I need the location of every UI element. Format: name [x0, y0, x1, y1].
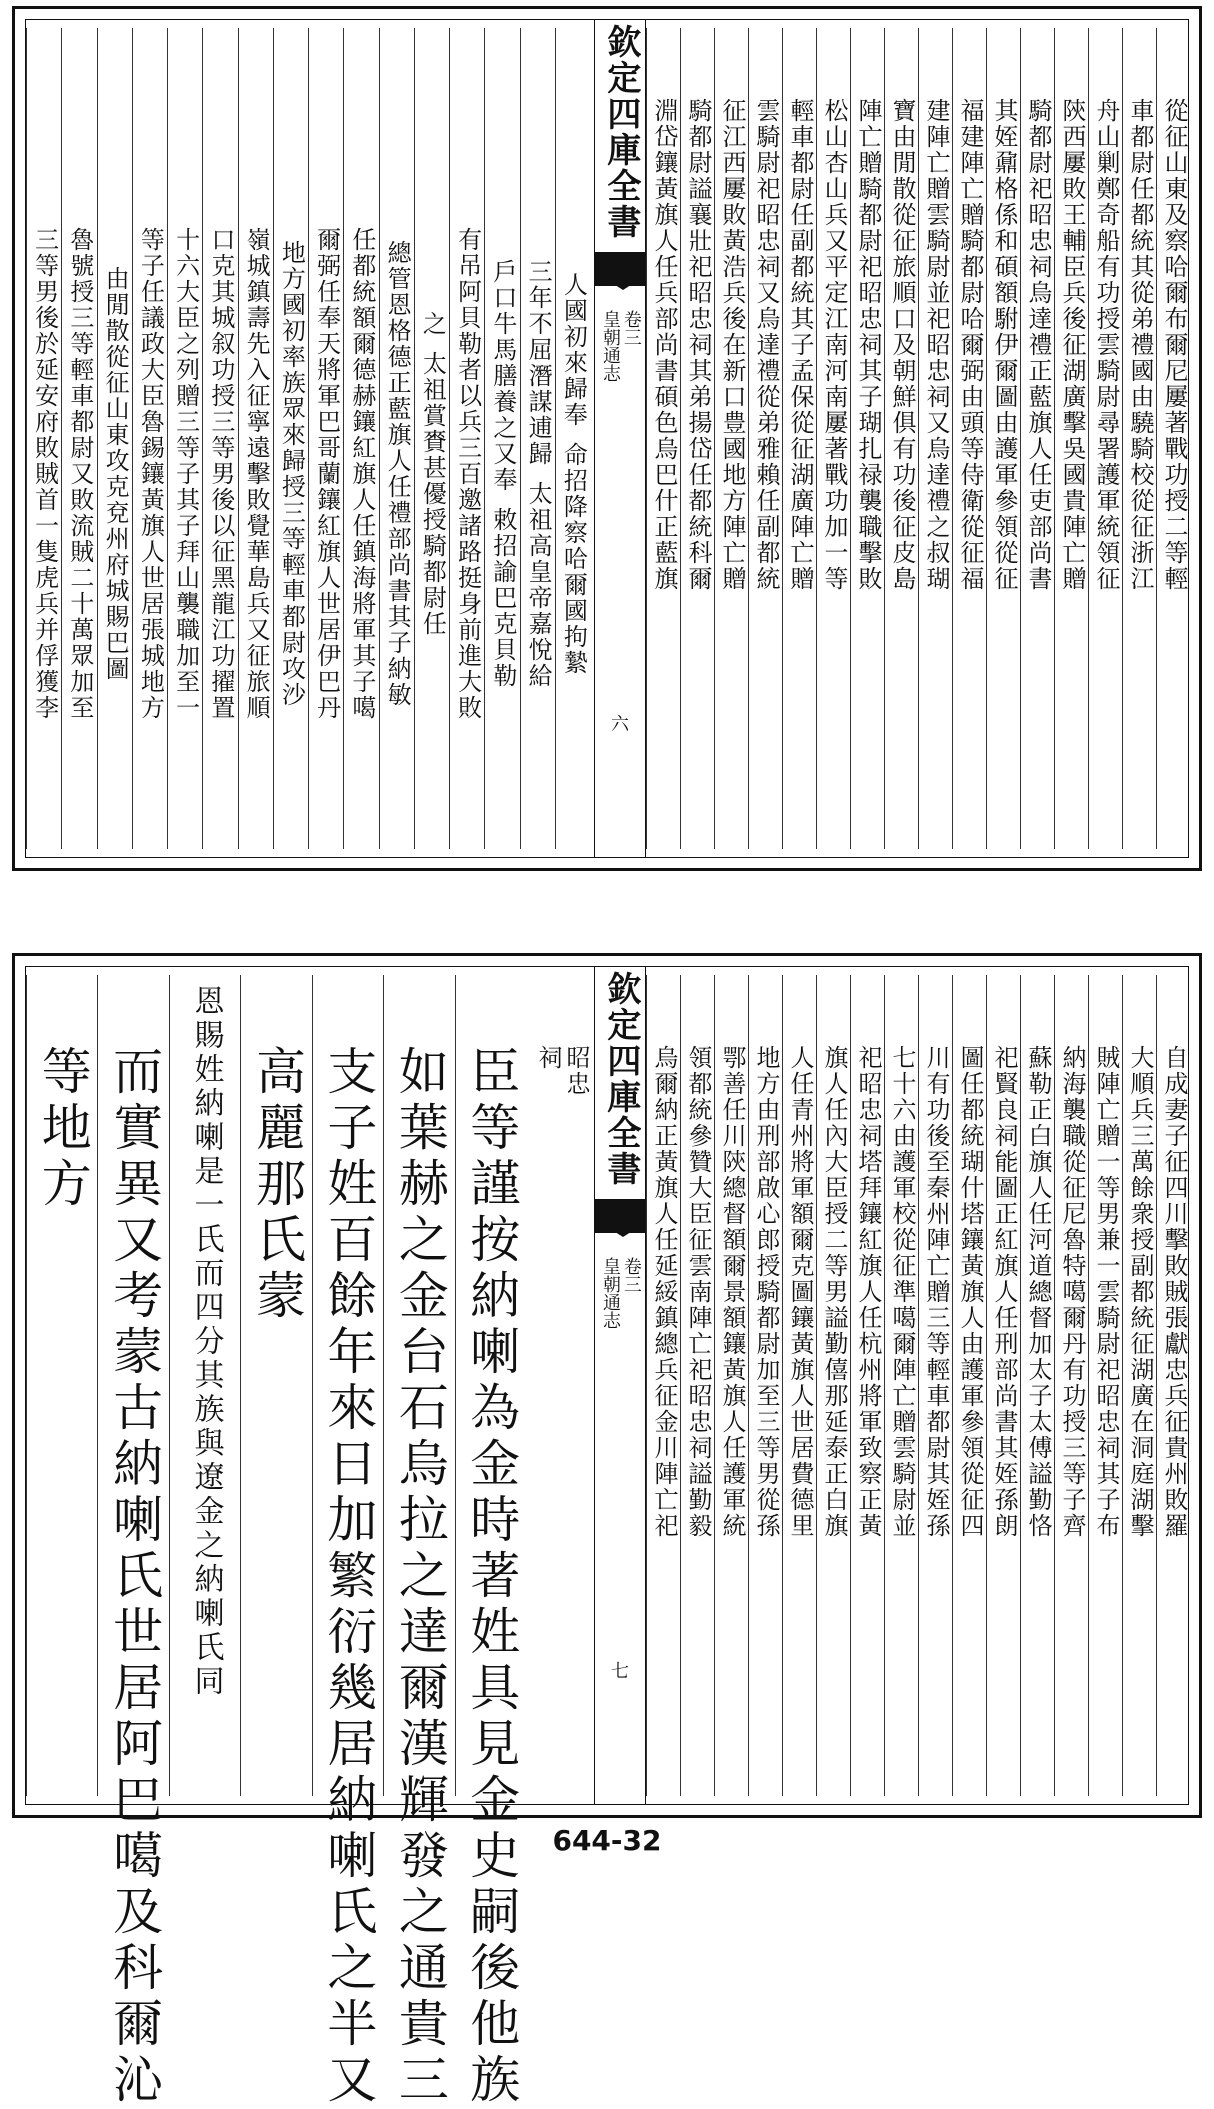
top-book-title: 皇朝通志 [600, 310, 621, 382]
top-left-column [202, 28, 238, 849]
top-left-column [26, 28, 62, 849]
top-right-column-text: 建陣亡贈雲騎尉並祀昭忠祠又烏達禮之叔瑚 [922, 98, 950, 592]
bottom-book-title: 皇朝通志 [600, 1257, 621, 1329]
top-left-column [414, 28, 450, 849]
bottom-left-column [240, 975, 312, 1796]
bottom-left-column [97, 975, 169, 2109]
top-right-column-text: 騎都尉祀昭忠祠烏達禮正藍旗人任吏部尚書 [1024, 98, 1052, 592]
top-right-column-text: 騎都尉謚襄壯祀昭忠祠其弟揚岱任都統科爾 [684, 98, 712, 592]
top-left-column [449, 28, 485, 849]
top-left-column-text: 魯號授三等輕車都尉又敗流賊二十萬眾加至 [65, 226, 94, 721]
bottom-left-column-text: 恩賜姓納喇是一氏而四分其族與遼金之納喇氏同 [188, 985, 224, 1699]
bottom-right-column [680, 975, 715, 1796]
top-left-column [238, 28, 274, 849]
bottom-right-column-text: 自成妻子征四川擊敗賊張獻忠兵征貴州敗羅 [1160, 1045, 1188, 1539]
bottom-left-column [455, 975, 527, 2109]
top-right-column-text: 福建陣亡贈騎都尉哈爾弼由頭等侍衛從征福 [956, 98, 984, 592]
top-left-column [97, 28, 133, 849]
bottom-right-column-text: 地方由刑部啟心郎授騎都尉加至三等男從孫 [752, 1045, 780, 1539]
bottom-right-column-text: 大順兵三萬餘衆授副都統征湖廣在洞庭湖擊 [1126, 1045, 1154, 1539]
bottom-page-number: 七 [611, 1661, 629, 1682]
top-left-column [379, 28, 415, 849]
bottom-small-column [534, 975, 562, 1796]
bottom-right-column [850, 975, 885, 1796]
top-left-column-text: 三年不屈潛謀逋歸 [524, 258, 553, 467]
bottom-right-column-text: 旗人任內大臣授二等男謚勤僖那延泰正白旗 [820, 1045, 848, 1539]
top-fish-tail-mark [595, 252, 645, 286]
top-left-column-text: 口克其城叙功授三等男後以征黑龍江功擢置 [206, 226, 235, 721]
top-right-column-text: 征江西屢敗黃浩兵後在新口豊國地方陣亡贈 [718, 98, 746, 592]
bottom-right-column [1020, 975, 1055, 1796]
top-left-column-text: 等子任議政大臣魯錫鑲黃旗人世居張城地方 [136, 226, 165, 721]
top-left-column-continuation: 敕招諭巴克貝勒 [488, 506, 517, 689]
top-right-column-text: 輕車都尉任副都統其子孟保從征湖廣陣亡贈 [786, 98, 814, 592]
bottom-right-column [884, 975, 919, 1796]
top-left-column [273, 28, 309, 849]
top-left-column [61, 28, 97, 849]
top-left-column [555, 28, 591, 849]
top-left-column-continuation: 太祖高皇帝嘉悅給 [524, 480, 553, 689]
top-right-column-text: 舟山剿鄭奇船有功授雲騎尉尋署護軍統領征 [1092, 98, 1120, 592]
top-right-column [680, 28, 715, 849]
bottom-left-column [169, 975, 241, 1796]
bottom-right-column [1054, 975, 1089, 1796]
bottom-right-column [918, 975, 953, 1796]
bottom-right-column [1156, 975, 1191, 1796]
top-center-band [594, 20, 646, 857]
bottom-right-column-text: 七十六由護軍校從征準噶爾陣亡贈雲騎尉並 [888, 1045, 916, 1539]
top-right-column [850, 28, 885, 849]
top-right-column [1020, 28, 1055, 849]
top-left-column-text: 之 [418, 310, 447, 337]
top-right-column-text: 淵岱鑲黃旗人任兵部尚書碩色烏巴什正藍旗 [650, 98, 678, 592]
bottom-right-column [1088, 975, 1123, 1796]
top-left-column [484, 28, 520, 849]
page-code: 644-32 [552, 1824, 662, 1857]
top-right-column-text: 陣亡贈騎都尉祀昭忠祠其子瑚扎禄襲職擊敗 [854, 98, 882, 592]
top-right-column-text: 寶由閒散從征旅順口及朝鮮俱有功後征皮島 [888, 98, 916, 592]
top-left-column-text: 三等男後於延安府敗賊首一隻虎兵并俘獲李 [30, 226, 59, 721]
bottom-right-column-text: 圖任都統瑚什塔鑲黃旗人由護軍參領從征四 [956, 1045, 984, 1539]
top-right-column [884, 28, 919, 849]
top-left-column-text: 戶口牛馬膳養之又奉 [488, 258, 517, 493]
bottom-right-column-text: 祀賢良祠能圖正紅旗人任刑部尚書其姪孫朗 [990, 1045, 1018, 1539]
bottom-center-band [594, 967, 646, 1804]
top-right-column [1054, 28, 1089, 849]
top-left-column-text: 地方國初率族眾來歸授三等輕車都尉攻沙 [277, 239, 306, 708]
bottom-right-column-text: 人任青州將軍額爾克圖鑲黃旗人世居費德里 [786, 1045, 814, 1539]
top-right-column [646, 28, 681, 849]
top-right-column [1122, 28, 1157, 849]
bottom-right-column-text: 領都統參贊大臣征雲南陣亡祀昭忠祠謚勤毅 [684, 1045, 712, 1539]
top-right-column [782, 28, 817, 849]
bottom-left-column-text: 如葉赫之金台石烏拉之達爾漢輝發之通貴三 [390, 1045, 449, 2109]
top-left-column-text: 總管恩格德正藍旗人任禮部尚書其子納敏 [383, 239, 412, 708]
top-right-column [986, 28, 1021, 849]
bottom-right-column [782, 975, 817, 1796]
bottom-left-column-text: 而實異又考蒙古納喇氏世居阿巴噶及科爾沁 [105, 1045, 164, 2109]
top-left-column-text: 有吊阿貝勒者以兵三百邀諸路挺身前進大敗 [453, 226, 482, 721]
bottom-left-column [26, 975, 98, 1796]
top-right-column [1088, 28, 1123, 849]
top-left-column [343, 28, 379, 849]
top-right-column [918, 28, 953, 849]
bottom-right-column [816, 975, 851, 1796]
bottom-left-column-text: 支子姓百餘年來日加繁衍幾居納喇氏之半又 [319, 1045, 378, 2109]
bottom-right-column [986, 975, 1021, 1796]
bottom-small-column-text: 祠 [534, 1045, 562, 1071]
bottom-right-column-text: 鄂善任川陝總督額爾景額鑲黃旗人任護軍統 [718, 1045, 746, 1539]
bottom-right-column [714, 975, 749, 1796]
bottom-right-column-text: 納海襲職從征尼魯特噶爾丹有功授三等子齊 [1058, 1045, 1086, 1539]
top-right-column-text: 松山杏山兵又平定江南河南屢著戰功加一等 [820, 98, 848, 592]
bottom-right-column [646, 975, 681, 1796]
top-left-column-text: 爾弼任奉天將軍巴哥蘭鑲紅旗人世居伊巴丹 [312, 226, 341, 721]
bottom-left-column [383, 975, 455, 2109]
top-page [12, 6, 1202, 871]
top-left-column-continuation: 命招降察哈爾國拘縶 [559, 441, 588, 676]
top-left-column-text: 任都統額爾德赫鑲紅旗人任鎮海將軍其子噶 [347, 226, 376, 721]
top-right-column [714, 28, 749, 849]
bottom-library-title: 欽定四庫全書 [600, 971, 641, 1187]
top-left-column-text: 十六大臣之列贈三等子其子拜山襲職加至一 [171, 226, 200, 721]
top-right-column [748, 28, 783, 849]
top-left-column-text: 由閒散從征山東攻克兗州府城賜巴圖 [101, 265, 130, 682]
top-right-column [952, 28, 987, 849]
top-left-column [520, 28, 556, 849]
top-library-title: 欽定四庫全書 [600, 24, 641, 240]
bottom-right-column [748, 975, 783, 1796]
bottom-left-column-text: 等地方 [33, 1045, 92, 1213]
bottom-volume: 卷三 [620, 1257, 642, 1293]
top-left-column-continuation: 太祖賞賚甚優授騎都尉任 [418, 350, 447, 637]
top-right-column-text: 車都尉任都統其從弟禮國由驍騎校從征浙江 [1126, 98, 1154, 592]
top-right-column [816, 28, 851, 849]
bottom-small-column [562, 975, 590, 1796]
bottom-right-column-text: 川有功後至秦州陣亡贈三等輕車都尉其姪孫 [922, 1045, 950, 1539]
top-left-column-text: 人國初來歸奉 [559, 271, 588, 428]
bottom-left-column-text: 高麗那氏蒙 [247, 1045, 306, 1325]
bottom-left-column [312, 975, 384, 2109]
top-volume: 卷三 [620, 310, 642, 346]
bottom-right-column-text: 賊陣亡贈一等男兼一雲騎尉祀昭忠祠其子布 [1092, 1045, 1120, 1539]
top-right-column-text: 陝西屢敗王輔臣兵後征湖廣擊吳國貴陣亡贈 [1058, 98, 1086, 592]
top-right-column-text: 從征山東及察哈爾布爾尼屢著戰功授二等輕 [1160, 98, 1188, 592]
bottom-small-column-text: 昭忠 [562, 1045, 590, 1097]
bottom-left-column-text: 臣等謹按納喇為金時著姓具見金史嗣後他族 [462, 1045, 521, 2109]
top-left-column [308, 28, 344, 849]
bottom-right-column [952, 975, 987, 1796]
bottom-right-column-text: 蘇勒正白旗人任河道總督加太子太傅謚勤恪 [1024, 1045, 1052, 1539]
top-page-number: 六 [611, 714, 629, 735]
bottom-right-column-text: 祀昭忠祠塔拜鑲紅旗人任杭州將軍致察正黃 [854, 1045, 882, 1539]
top-left-column-text: 嶺城鎮壽先入征寧遠擊敗覺華島兵又征旅順 [242, 226, 271, 721]
bottom-right-column [1122, 975, 1157, 1796]
top-page-frame [25, 19, 1189, 858]
top-right-column-text: 其姪鼐格係和碩額駙伊爾圖由護軍參領從征 [990, 98, 1018, 592]
top-right-column [1156, 28, 1191, 849]
top-left-column [167, 28, 203, 849]
top-right-column-text: 雲騎尉祀昭忠祠又烏達禮從弟雅賴任副都統 [752, 98, 780, 592]
top-left-column [132, 28, 168, 849]
bottom-fish-tail-mark [595, 1199, 645, 1233]
bottom-right-column-text: 烏爾納正黃旗人任延綏鎮總兵征金川陣亡祀 [650, 1045, 678, 1539]
